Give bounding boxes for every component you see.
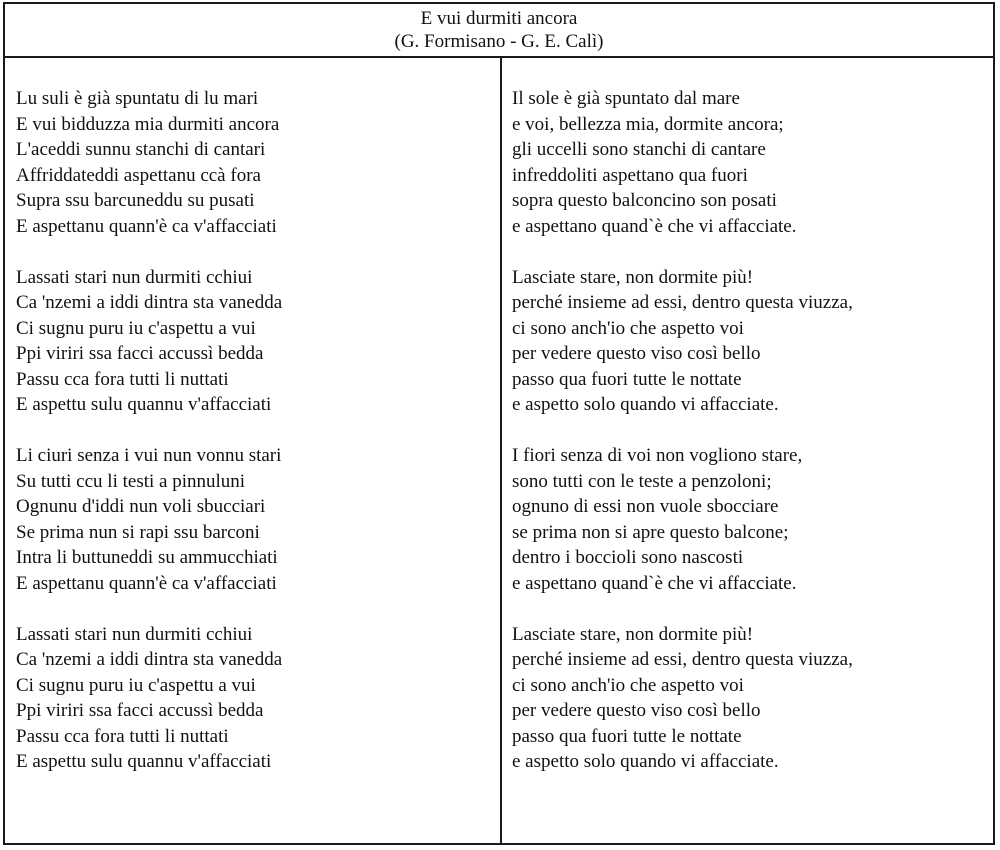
sicilian-stanza-3 <box>16 443 500 596</box>
sicilian-stanza-1 <box>16 86 500 239</box>
sicilian-verse-line: L'aceddi sunnu stanchi di cantari <box>16 139 266 160</box>
italian-verse-line: dentro i boccioli sono nascosti <box>512 547 744 568</box>
sicilian-verse-line: E aspettanu quann'è ca v'affacciati <box>16 215 277 237</box>
italian-verse-line: ci sono anch'io che aspetto voi <box>512 674 744 696</box>
sicilian-verse-line: Se prima nun si rapi ssu barconi <box>16 521 260 543</box>
sicilian-verse-line: E aspettanu quann'è ca v'affacciati <box>16 572 277 594</box>
sicilian-verse-line: Affriddateddi aspettanu ccà fora <box>16 164 261 186</box>
sicilian-verse-line: Ognunu d'iddi nun voli sbucciari <box>16 496 266 517</box>
sicilian-verse-line: Li ciuri senza i vui nun vonnu stari <box>16 445 282 466</box>
italian-verse-line: Lasciate stare, non dormite più! <box>512 266 754 288</box>
italian-verse-line: e aspetto solo quando vi affacciate. <box>512 751 779 772</box>
poem-title: E vui durmiti ancora <box>420 8 578 29</box>
sicilian-verse-line: Lassati stari nun durmiti cchiui <box>16 623 253 645</box>
sicilian-verse-line: E aspettu sulu quannu v'affacciati <box>16 394 272 415</box>
poem-authors: (G. Formisano - G. E. Calì) <box>394 31 604 52</box>
sicilian-verse-line: Lu suli è già spuntatu di lu mari <box>16 88 259 109</box>
sicilian-verse-line: Passu cca fora tutti li nuttati <box>16 368 229 390</box>
italian-verse-line: sopra questo balconcino son posati <box>512 190 777 211</box>
italian-stanza-3 <box>512 443 993 596</box>
italian-stanza-1 <box>512 86 993 239</box>
sicilian-verse-line: Su tutti ccu li testi a pinnuluni <box>16 470 246 492</box>
italian-verse-line: Il sole è già spuntato dal mare <box>512 88 740 109</box>
sicilian-verse-line: Supra ssu barcuneddu su pusati <box>16 190 255 211</box>
sicilian-verse-line: Lassati stari nun durmiti cchiui <box>16 266 253 288</box>
sicilian-stanza-2 <box>16 265 500 418</box>
sicilian-column <box>5 58 502 843</box>
italian-verse-line: e aspettano quand`è che vi affacciate. <box>512 572 797 594</box>
italian-stanza-4 <box>512 622 993 775</box>
sicilian-verse-line: Ca 'nzemi a iddi dintra sta vanedda <box>16 292 283 313</box>
italian-verse-line: perché insieme ad essi, dentro questa viuzza, <box>512 292 853 313</box>
italian-verse-line: e aspetto solo quando vi affacciate. <box>512 394 779 415</box>
sicilian-stanza-4 <box>16 622 500 775</box>
italian-verse-line: per vedere questo viso così bello <box>512 343 761 364</box>
sicilian-verse-line: Ci sugnu puru iu c'aspettu a vui <box>16 674 256 696</box>
sicilian-verse-line: Ppi viriri ssa facci accussì bedda <box>16 343 264 364</box>
italian-verse-line: perché insieme ad essi, dentro questa viuzza, <box>512 649 853 670</box>
sicilian-verse-line: Ci sugnu puru iu c'aspettu a vui <box>16 317 256 339</box>
sicilian-verse-line: Intra li buttuneddi su ammucchiati <box>16 547 278 568</box>
italian-verse-line: per vedere questo viso così bello <box>512 700 761 721</box>
poem-table <box>3 2 995 845</box>
italian-verse-line: ognuno di essi non vuole sbocciare <box>512 496 779 517</box>
columns-row <box>5 58 993 843</box>
italian-verse-line: sono tutti con le teste a penzoloni; <box>512 470 772 492</box>
sicilian-verse-line: Passu cca fora tutti li nuttati <box>16 725 229 747</box>
italian-stanza-2 <box>512 265 993 418</box>
italian-verse-line: gli uccelli sono stanchi di cantare <box>512 139 766 160</box>
table-header <box>5 4 993 58</box>
italian-verse-line: infreddoliti aspettano qua fuori <box>512 164 748 186</box>
italian-verse-line: I fiori senza di voi non vogliono stare, <box>512 445 803 466</box>
italian-verse-line: passo qua fuori tutte le nottate <box>512 725 742 747</box>
italian-column <box>502 58 993 843</box>
sicilian-verse-line: Ppi viriri ssa facci accussì bedda <box>16 700 264 721</box>
italian-verse-line: ci sono anch'io che aspetto voi <box>512 317 744 339</box>
italian-verse-line: passo qua fuori tutte le nottate <box>512 368 742 390</box>
italian-verse-line: se prima non si apre questo balcone; <box>512 521 789 543</box>
italian-verse-line: e aspettano quand`è che vi affacciate. <box>512 215 797 237</box>
sicilian-verse-line: E aspettu sulu quannu v'affacciati <box>16 751 272 772</box>
italian-verse-line: Lasciate stare, non dormite più! <box>512 623 754 645</box>
italian-verse-line: e voi, bellezza mia, dormite ancora; <box>512 113 784 135</box>
sicilian-verse-line: Ca 'nzemi a iddi dintra sta vanedda <box>16 649 283 670</box>
sicilian-verse-line: E vui bidduzza mia durmiti ancora <box>16 113 280 135</box>
